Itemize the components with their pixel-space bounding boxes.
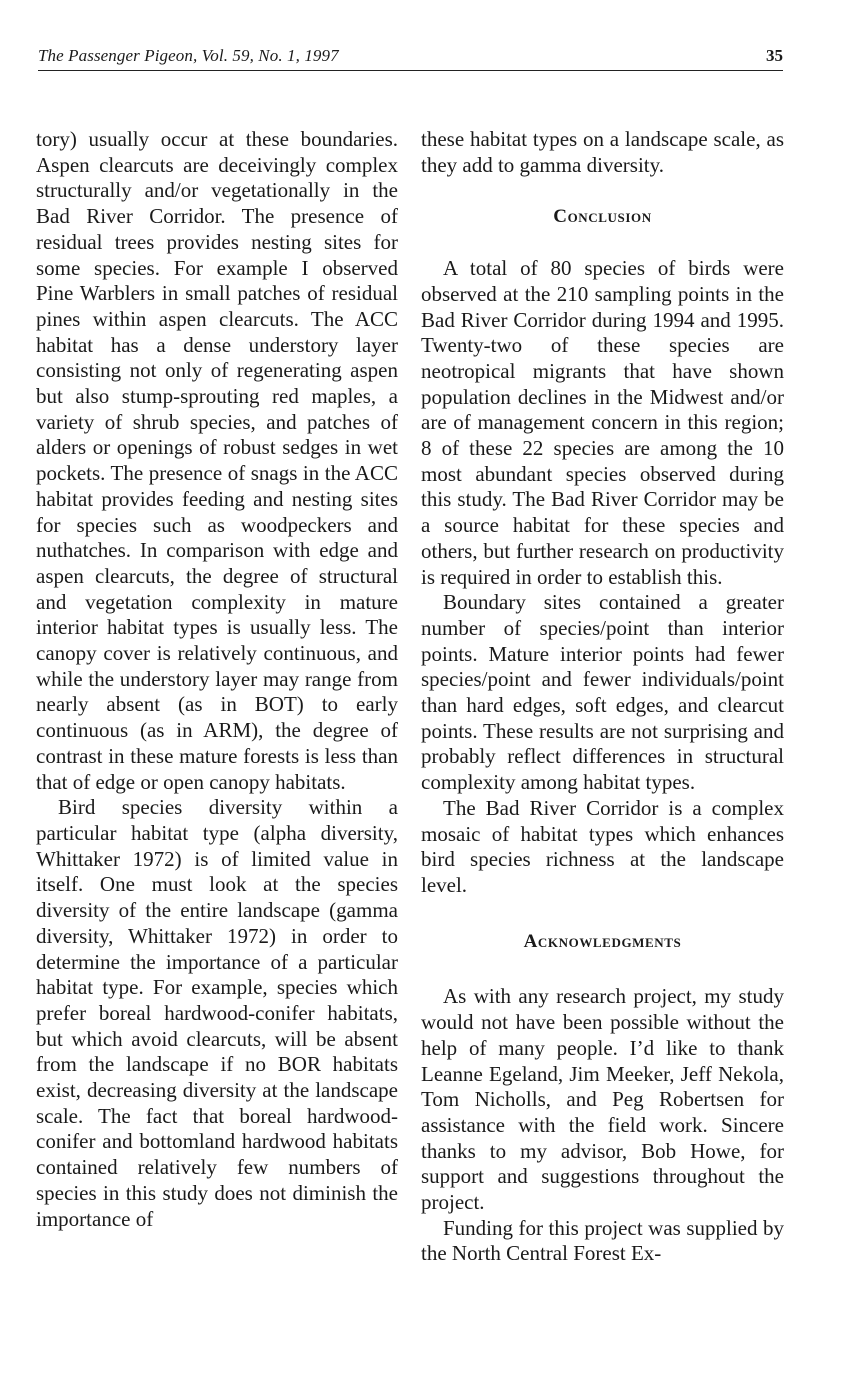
body-paragraph: tory) usually occur at these boundaries. Aspen clearcuts are deceivingly complex structurally and/or vegetationally in the Bad River Corridor. The presence of residual trees provides nesting sites for some species. For example I observed Pine Warblers in small patches of residual pines within aspen clearcuts. The ACC habitat has a dense understory layer consisting not only of regenerating aspen but also stump-sprouting red maples, a variety of shrub species, and patches of alders or openings of robust sedges in wet pockets. The presence of snags in the ACC habitat provides feeding and nesting sites for species such as woodpeckers and nuthatches. In comparison with edge and aspen clearcuts, the degree of structural and vegetation complexity in mature interior habitat types is usually less. The canopy cover is relatively continuous, and while the understory layer may range from nearly absent (as in BOT) to early continuous (as in ARM), the degree of contrast in these mature forests is less than that of edge or open canopy habitats. [36,127,398,794]
body-paragraph: Boundary sites contained a greater number of species/point than interior points. Mature interior points had fewer species/point and fewer individuals/point than hard edges, soft edges, and clearcut points. These results are not surprising and probably reflect differences in structural complexity among habitat types. [421,590,784,795]
body-paragraph: The Bad River Corridor is a complex mosaic of habitat types which enhances bird species richness at the landscape level. [421,795,784,897]
body-paragraph: Bird species diversity within a particular habitat type (alpha diversity, Whittaker 1972) is of limited value in itself. One must look at the species diversity of the entire landscape (gamma diversity, Whittaker 1972) in order to determine the importance of a particular habitat type. For example, species which prefer boreal hardwood-conifer habitats, but which avoid clearcuts, will be absent from the landscape if no BOR habitats exist, decreasing diversity at the landscape scale. The fact that boreal hardwood-conifer and bottomland hardwood habitats contained relatively few numbers of species in this study does not diminish the importance of [36,795,398,1231]
journal-citation: The Passenger Pigeon, Vol. 59, No. 1, 1997 [38,46,339,65]
section-heading-acknowledgments: Acknowledgments [523,930,682,952]
page-number: 35 [766,46,783,65]
right-column [421,127,784,1267]
left-column [36,127,398,1232]
body-paragraph: these habitat types on a landscape scale, as they add to gamma diversity. [421,127,784,177]
body-paragraph: A total of 80 species of birds were observed at the 210 sampling points in the Bad River Corridor during 1994 and 1995. Twenty-two of these species are neotropical migrants that have shown population declines in the Midwest and/or are of management concern in this region; 8 of these 22 species are among the 10 most abundant species observed during this study. The Bad River Corridor may be a source habitat for these species and others, but further research on productivity is required in order to establish this. [421,256,784,589]
body-paragraph: As with any research project, my study would not have been possible without the help of many people. I’d like to thank Leanne Egeland, Jim Meeker, Jeff Nekola, Tom Nicholls, and Peg Robertsen for assistance with the field work. Sincere thanks to my advisor, Bob Howe, for support and suggestions throughout the project. [421,984,784,1215]
body-paragraph: Funding for this project was supplied by the North Central Forest Ex- [421,1215,784,1266]
running-header [38,44,783,71]
section-heading-conclusion: Conclusion [553,206,652,228]
